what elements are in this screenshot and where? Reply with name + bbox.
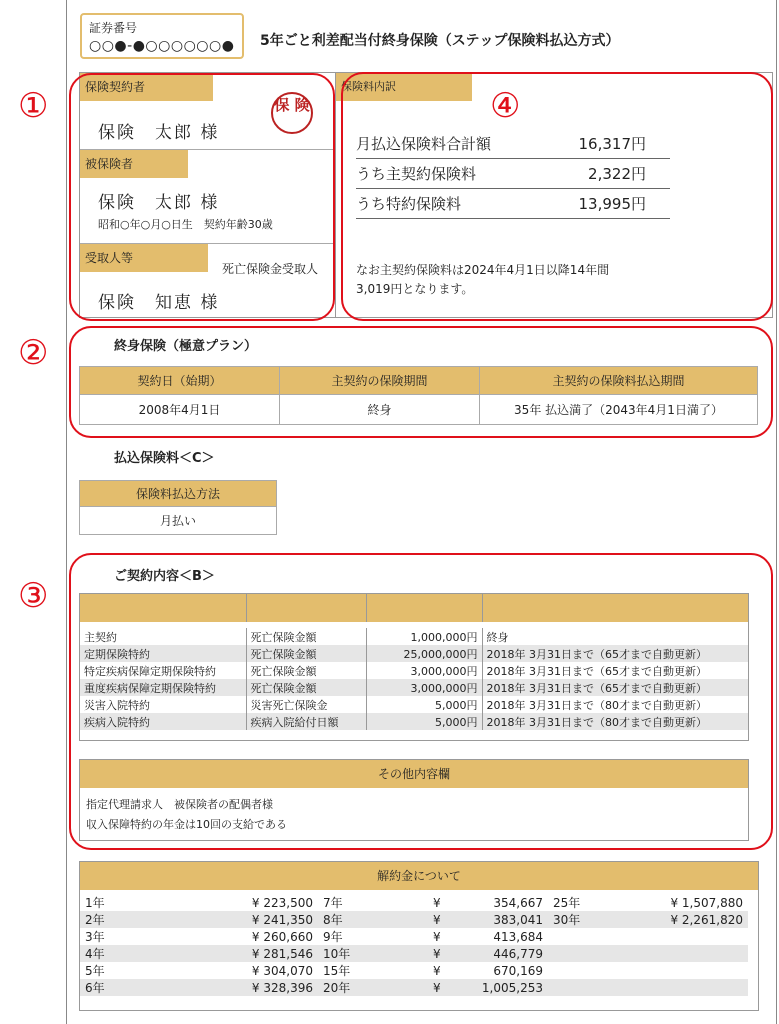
contract-row: 特定疾病保障定期保険特約 死亡保険金額 3,000,000円 2018年 3月31日まで（65才まで自動更新） [80, 662, 748, 679]
other-details-box [79, 759, 749, 841]
plan-title: 終身保険（極意プラン） [114, 339, 258, 354]
seal-stamp: 保 険 [271, 92, 313, 134]
coverage-period-header: 主契約の保険期間 [280, 367, 480, 395]
surrender-row: 3年 ¥ 260,660 9年 ¥ 413,684 [85, 929, 543, 944]
policy-number-box [80, 13, 244, 59]
other-details-line1: 指定代理請求人 被保険者の配偶者様 [86, 798, 273, 811]
beneficiary-label: 受取人等 [80, 244, 208, 272]
insured-name: 保険 太郎 様 [98, 193, 220, 213]
surrender-row: 4年 ¥ 281,546 10年 ¥ 446,779 [80, 945, 748, 962]
surrender-value-table [80, 894, 748, 996]
contract-row: 重度疾病保障定期保険特約 死亡保険金額 3,000,000円 2018年 3月31日まで（65才まで自動更新） [80, 679, 748, 696]
insured-detail: 昭和○年○月○日生 契約年齢30歳 [98, 218, 273, 231]
payment-method-label: 保険料払込方法 [80, 481, 277, 507]
surrender-row: 2年 ¥ 241,350 8年 ¥ 383,041 30年 ¥ 2,261,820 [80, 911, 748, 928]
payment-method-value: 月払い [80, 507, 277, 535]
premium-row: うち主契約保険料 2,322円 [356, 159, 670, 189]
surrender-row: 5年 ¥ 304,070 15年 ¥ 670,169 [85, 963, 543, 978]
policy-number-label: 証券番号 [89, 21, 138, 35]
other-details-title: その他内容欄 [80, 760, 748, 788]
contract-details-table-wrap [79, 593, 749, 741]
payment-period-value: 35年 払込満了（2043年4月1日満了） [480, 395, 758, 425]
other-details-line2: 収入保障特約の年金は10回の支給である [86, 818, 287, 831]
premium-note-line2: 3,019円となります。 [356, 282, 474, 296]
beneficiary-type: 死亡保険金受取人 [222, 262, 319, 276]
contract-row: 災害入院特約 災害死亡保険金 5,000円 2018年 3月31日まで（80才まで自動更新） [80, 696, 748, 713]
highlight-frame-1 [69, 73, 335, 321]
contract-row: 主契約 死亡保険金額 1,000,000円 終身 [80, 628, 748, 645]
contract-date-value: 2008年4月1日 [80, 395, 280, 425]
contract-row: 疾病入院特約 疾病入院給付日額 5,000円 2018年 3月31日まで（80才まで自動更新） [80, 713, 748, 730]
payment-title: 払込保険料＜C＞ [114, 451, 215, 466]
coverage-period-value: 終身 [280, 395, 480, 425]
insured-label: 被保険者 [80, 150, 188, 178]
contract-details-title: ご契約内容＜B＞ [114, 569, 215, 584]
surrender-row: 6年 ¥ 328,396 20年 ¥ 1,005,253 [80, 979, 748, 996]
marker-1: ① [18, 86, 49, 126]
policyholder-name: 保険 太郎 様 [98, 123, 220, 143]
premium-row: 月払込保険料合計額 16,317円 [356, 129, 670, 159]
highlight-frame-4 [341, 72, 773, 321]
policyholder-label: 保険契約者 [80, 73, 213, 101]
contract-period-table [79, 366, 758, 425]
beneficiary-name: 保険 知恵 様 [98, 293, 220, 313]
surrender-row: 1年 ¥ 223,500 7年 ¥ 354,667 25年 ¥ 1,507,880 [85, 895, 743, 910]
surrender-value-title: 解約金について [80, 862, 758, 890]
document-title: 5年ごと利差配当付終身保険（ステップ保険料払込方式） [260, 33, 620, 49]
contract-date-header: 契約日（始期） [80, 367, 280, 395]
payment-period-header: 主契約の保険料払込期間 [480, 367, 758, 395]
premium-breakdown-label: 保険料内訳 [336, 73, 472, 101]
contract-row: 定期保険特約 死亡保険金額 25,000,000円 2018年 3月31日まで（65才まで自動更新） [80, 645, 748, 662]
marker-3: ③ [18, 576, 49, 616]
premium-row: うち特約保険料 13,995円 [356, 189, 670, 219]
surrender-value-box [79, 861, 759, 1011]
policy-number-value: ○○●-●○○○○○○● [89, 38, 235, 54]
payment-method-table [79, 480, 277, 535]
premium-note-line1: なお主契約保険料は2024年4月1日以降14年間 [356, 263, 610, 277]
marker-4: ④ [490, 86, 521, 126]
contract-details-table [80, 594, 748, 730]
marker-2: ② [18, 333, 49, 373]
